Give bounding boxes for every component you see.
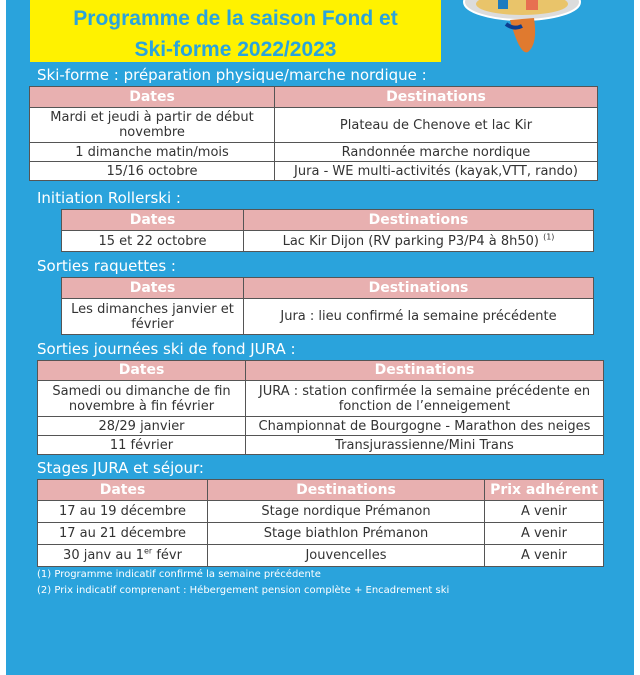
table-row: [30, 143, 598, 162]
cell-dates: 1 dimanche matin/mois: [30, 143, 275, 162]
column-header-dates: Dates: [30, 87, 275, 108]
column-header-destinations: Destinations: [208, 480, 485, 501]
column-header-destinations: Destinations: [275, 87, 598, 108]
table-row: [38, 545, 604, 567]
cell-dates: 11 février: [38, 436, 246, 455]
table-header-row: [62, 210, 594, 231]
cell-dates: 15 et 22 octobre: [62, 231, 244, 252]
column-header-dates: Dates: [62, 210, 244, 231]
skier-illustration: [462, 0, 582, 58]
title-line-1: Programme de la saison Fond et: [73, 7, 398, 30]
section-title-rollerski: Initiation Rollerski :: [37, 189, 181, 207]
column-header-destinations: Destinations: [244, 210, 594, 231]
cell-dates: Les dimanches janvier et février: [62, 299, 244, 335]
table-header-row: [30, 87, 598, 108]
section-title-raquettes: Sorties raquettes :: [37, 257, 176, 275]
cell-destination: Stage biathlon Prémanon: [208, 523, 485, 545]
table-row: [38, 381, 604, 417]
cell-prix: A venir: [485, 501, 604, 523]
cell-dates: Mardi et jeudi à partir de début novembre: [30, 108, 275, 143]
ski-forme-table: [29, 86, 598, 181]
title-line-2: Ski-forme 2022/2023: [134, 38, 337, 61]
cell-destination: Stage nordique Prémanon: [208, 501, 485, 523]
raquettes-table: [61, 277, 594, 335]
table-row: [30, 108, 598, 143]
cell-destination: Jouvencelles: [208, 545, 485, 567]
table-row: [38, 523, 604, 545]
section-title-ski-de-fond: Sorties journées ski de fond JURA :: [37, 340, 296, 358]
ski-de-fond-table: [37, 360, 604, 455]
table-header-row: [38, 480, 604, 501]
cell-destination: Transjurassienne/Mini Trans: [246, 436, 604, 455]
cell-dates: 15/16 octobre: [30, 162, 275, 181]
table-row: [38, 501, 604, 523]
cell-destination: Championnat de Bourgogne - Marathon des neiges: [246, 417, 604, 436]
footnote-1: (1) Programme indicatif confirmé la semaine précédente: [37, 569, 321, 580]
table-header-row: [38, 361, 604, 381]
cell-dates: 28/29 janvier: [38, 417, 246, 436]
section-title-stages: Stages JURA et séjour:: [37, 459, 204, 477]
footnote-2: (2) Prix indicatif comprenant : Hébergement pension complète + Encadrement ski: [37, 585, 450, 596]
table-row: [38, 417, 604, 436]
footnote-marker: (1): [543, 232, 555, 242]
destination-text: Lac Kir Dijon (RV parking P3/P4 à 8h50): [282, 233, 544, 249]
cell-dates: 17 au 21 décembre: [38, 523, 208, 545]
cell-dates: Samedi ou dimanche de fin novembre à fin février: [38, 381, 246, 417]
table-row: [62, 231, 594, 252]
cell-dates: [38, 545, 208, 567]
cell-prix: A venir: [485, 545, 604, 567]
cell-destination: [244, 231, 594, 252]
cell-destination: Jura - WE multi-activités (kayak,VTT, rando): [275, 162, 598, 181]
date-end: févr: [152, 548, 182, 563]
table-header-row: [62, 278, 594, 299]
section-title-ski-forme: Ski-forme : préparation physique/marche nordique :: [37, 66, 427, 84]
cell-destination: Jura : lieu confirmé la semaine précédente: [244, 299, 594, 335]
table-row: [30, 162, 598, 181]
column-header-prix: Prix adhérent: [485, 480, 604, 501]
cell-destination: JURA : station confirmée la semaine précédente en fonction de l’enneigement: [246, 381, 604, 417]
column-header-dates: Dates: [38, 480, 208, 501]
rollerski-table: [61, 209, 594, 252]
cell-prix: A venir: [485, 523, 604, 545]
column-header-destinations: Destinations: [246, 361, 604, 381]
ordinal-superscript: er: [143, 546, 153, 556]
column-header-dates: Dates: [62, 278, 244, 299]
table-row: [38, 436, 604, 455]
cell-dates: 17 au 19 décembre: [38, 501, 208, 523]
cell-destination: Randonnée marche nordique: [275, 143, 598, 162]
table-row: [62, 299, 594, 335]
title-banner: [30, 0, 441, 62]
cell-destination: Plateau de Chenove et lac Kir: [275, 108, 598, 143]
column-header-destinations: Destinations: [244, 278, 594, 299]
stages-table: [37, 479, 604, 567]
column-header-dates: Dates: [38, 361, 246, 381]
date-start: 30 janv au 1: [63, 548, 144, 563]
